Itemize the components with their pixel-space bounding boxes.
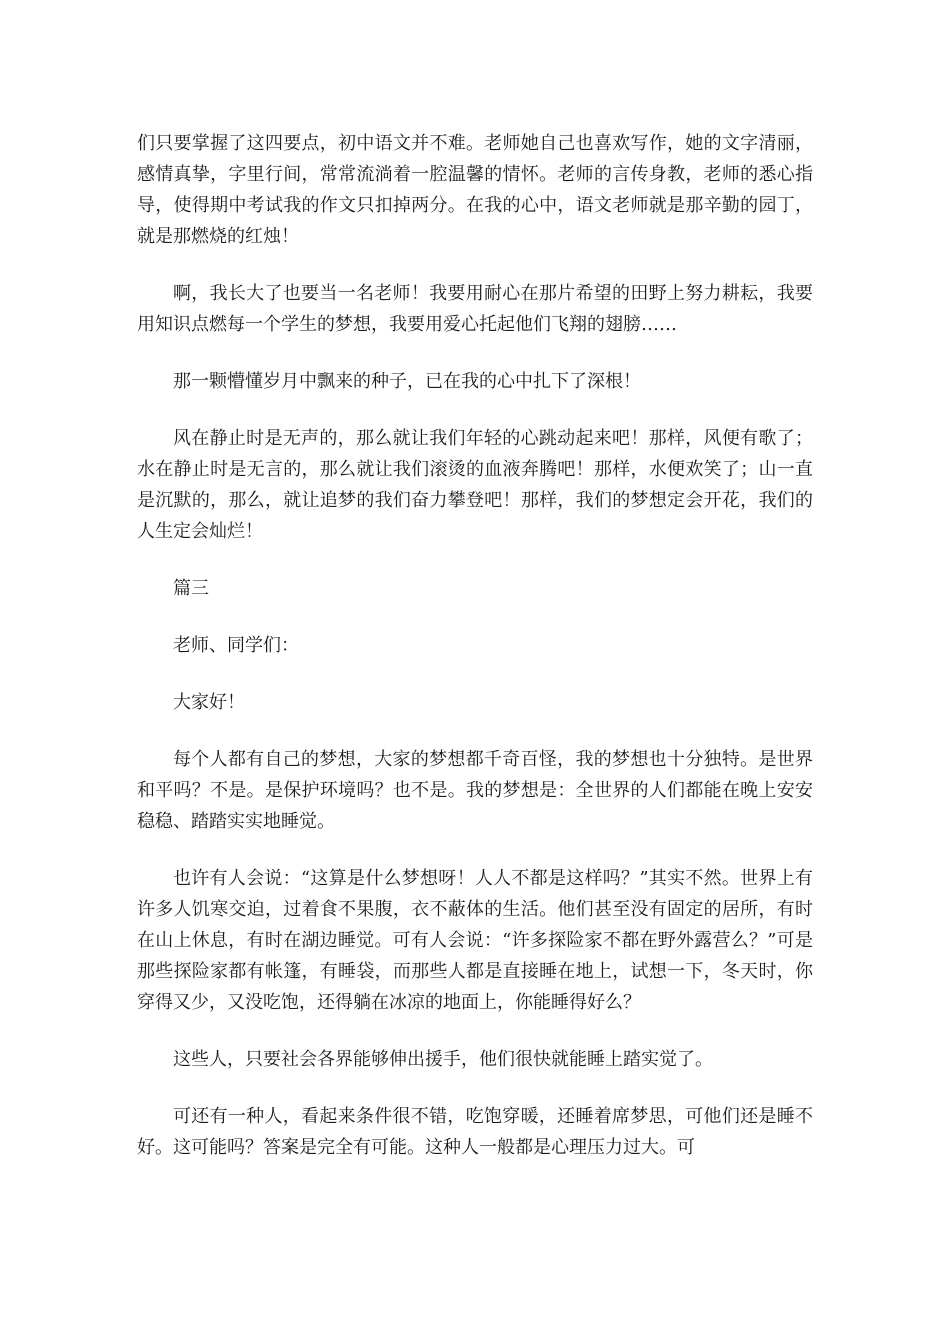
paragraph: 风在静止时是无声的，那么就让我们年轻的心跳动起来吧！那样，风便有歌了；水在静止时是无言的，那么就让我们滚烫的血液奔腾吧！那样，水便欢笑了；山一直是沉默的，那么，就让追梦的我们奋力攀登吧！那样，我们的梦想定会开花，我们的人生定会灿烂！: [137, 428, 813, 542]
paragraph: 啊，我长大了也要当一名老师！我要用耐心在那片希望的田野上努力耕耘，我要用知识点燃每一个学生的梦想，我要用爱心托起他们飞翔的翅膀……: [137, 283, 813, 335]
paragraph: 这些人，只要社会各界能够伸出援手，他们很快就能睡上踏实觉了。: [173, 1049, 713, 1070]
salutation: 老师、同学们：: [173, 635, 299, 656]
greeting: 大家好！: [173, 692, 245, 713]
paragraph: 可还有一种人，看起来条件很不错，吃饱穿暖，还睡着席梦思，可他们还是睡不好。这可能吗？答案是完全有可能。这种人一般都是心理压力过大。可: [137, 1106, 813, 1158]
paragraph: 也许有人会说：“这算是什么梦想呀！人人不都是这样吗？”其实不然。世界上有许多人饥寒交迫，过着食不果腹，衣不蔽体的生活。他们甚至没有固定的居所，有时在山上休息，有时在湖边睡觉。可有人会说：“许多探险家不都在野外露营么？”可是那些探险家都有帐篷，有睡袋，而那些人都是直接睡在地上，试想一下，冬天时，你穿得又少，又没吃饱，还得躺在冰凉的地面上，你能睡得好么？: [137, 868, 813, 1013]
paragraph: 那一颗懵懂岁月中飘来的种子，已在我的心中扎下了深根！: [173, 371, 641, 392]
paragraph: 每个人都有自己的梦想，大家的梦想都千奇百怪，我的梦想也十分独特。是世界和平吗？不是。是保护环境吗？也不是。我的梦想是：全世界的人们都能在晚上安安稳稳、踏踏实实地睡觉。: [137, 749, 813, 832]
paragraph-continued: 们只要掌握了这四要点，初中语文并不难。老师她自己也喜欢写作，她的文字清丽，感情真挚，字里行间，常常流淌着一腔温馨的情怀。老师的言传身教，老师的悉心指导，使得期中考试我的作文只扣掉两分。在我的心中，语文老师就是那辛勤的园丁，就是那燃烧的红烛！: [137, 133, 813, 247]
section-heading: 篇三: [173, 578, 209, 599]
document-body: [137, 128, 813, 1189]
